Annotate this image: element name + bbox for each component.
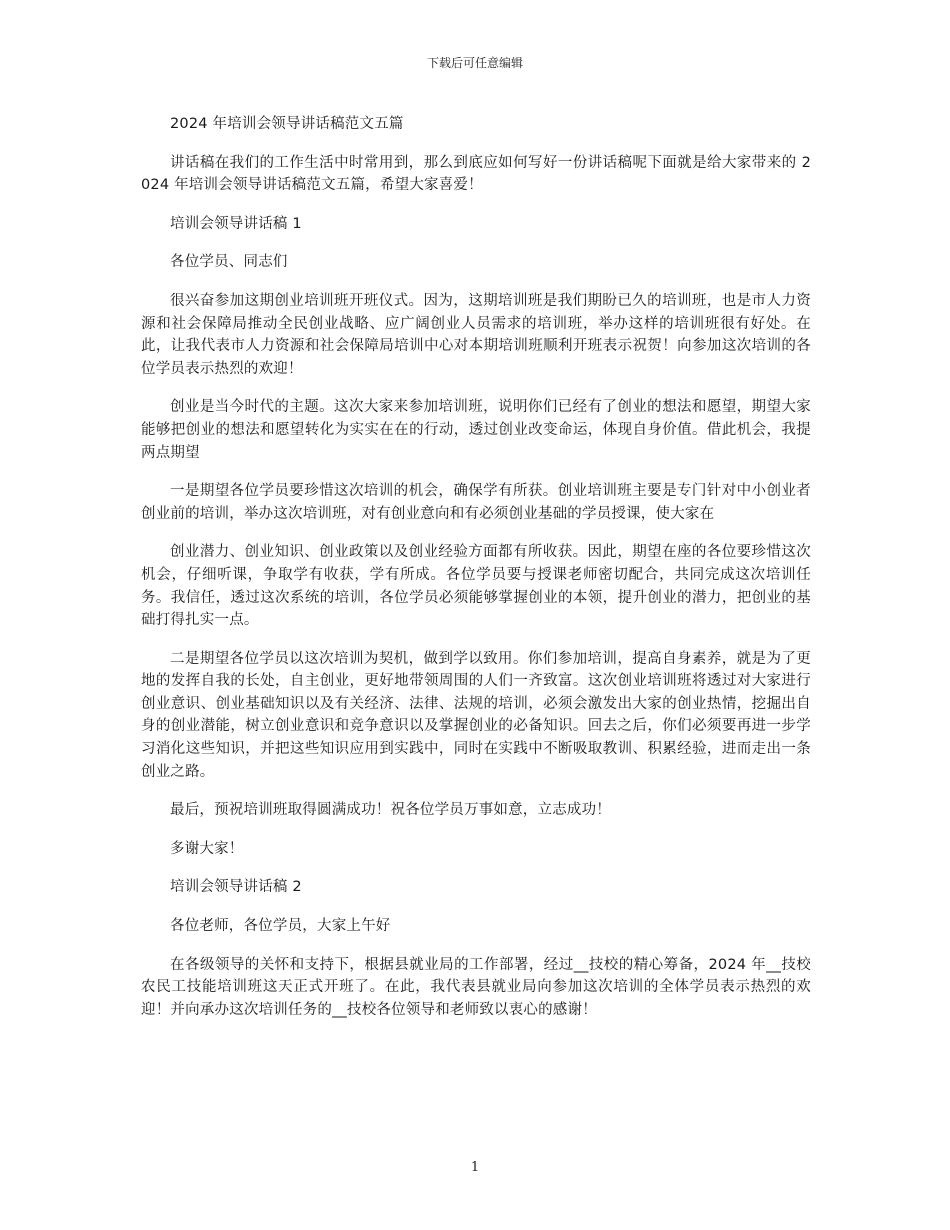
closing: 多谢大家！ — [170, 840, 244, 857]
header-note: 下载后可任意编辑 — [426, 56, 523, 70]
paragraph: 最后，预祝培训班取得圆满成功！祝各位学员万事如意，立志成功！ — [170, 802, 611, 819]
paragraph: 一是期望各位学员要珍惜这次培训的机会，确保学有所获。创业培训班主要是专门针对中小创业者创业前的培训，举办这次培训班，对有创业意向和有必须创业基础的学员授课，使大家在 — [141, 483, 811, 522]
paragraph: 很兴奋参加这期创业培训班开班仪式。因为，这期培训班是我们期盼已久的培训班，也是市人力资源和社会保障局推动全民创业战略、应广阔创业人员需求的培训班，举办这样的培训班很有好处。在此，让我代表市人力资源和社会保障局培训中心对本期培训班顺利开班表示祝贺！向参加这次培训的各位学员表示热烈的欢迎！ — [141, 292, 811, 377]
document-title: 2024 年培训会领导讲话稿范文五篇 — [170, 116, 404, 132]
paragraph: 二是期望各位学员以这次培训为契机，做到学以致用。你们参加培训，提高自身素养，就是为了更地的发挥自我的长处，自主创业，更好地带领周围的人们一齐致富。这次创业培训班将透过对大家进行创业意识、创业基础知识以及有关经济、法律、法规的培训，必须会激发出大家的创业热情，挖掘出自身的创业潜能，树立创业意识和竞争意识以及掌握创业的必备知识。回去之后，你们必须要再进一步学习消化这些知识，并把这些知识应用到实践中，同时在实践中不断吸取教训、积累经验，进而走出一条创业之路。 — [141, 650, 811, 780]
section-heading-2: 培训会领导讲话稿 2 — [170, 879, 302, 896]
salutation: 各位学员、同志们 — [170, 254, 288, 271]
document-body — [141, 113, 811, 1037]
paragraph: 创业是当今时代的主题。这次大家来参加培训班，说明你们已经有了创业的想法和愿望，期望大家能够把创业的想法和愿望转化为实实在在的行动，透过创业改变命运，体现自身价值。借此机会，我提两点期望 — [141, 399, 811, 461]
salutation: 各位老师，各位学员，大家上午好 — [170, 918, 391, 935]
paragraph: 讲话稿在我们的工作生活中时常用到，那么到底应如何写好一份讲话稿呢下面就是给大家带来的 2024 年培训会领导讲话稿范文五篇，希望大家喜爱！ — [141, 154, 811, 194]
paragraph: 创业潜力、创业知识、创业政策以及创业经验方面都有所收获。因此，期望在座的各位要珍惜这次机会，仔细听课，争取学有收获，学有所成。各位学员要与授课老师密切配合，共同完成这次培训任务。我信任，透过这次系统的培训，各位学员必须能够掌握创业的本领，提升创业的潜力，把创业的基础打得扎实一点。 — [141, 544, 811, 629]
paragraph: 在各级领导的关怀和支持下，根据县就业局的工作部署，经过__技校的精心筹备，2024 年__技校农民工技能培训班这天正式开班了。在此，我代表县就业局向参加这次培训的全体学员表示热烈的欢迎！并向承办这次培训任务的__技校各位领导和老师致以衷心的感谢！ — [141, 956, 811, 1018]
page-number: 1 — [470, 1160, 480, 1175]
section-heading-1: 培训会领导讲话稿 1 — [170, 215, 302, 232]
